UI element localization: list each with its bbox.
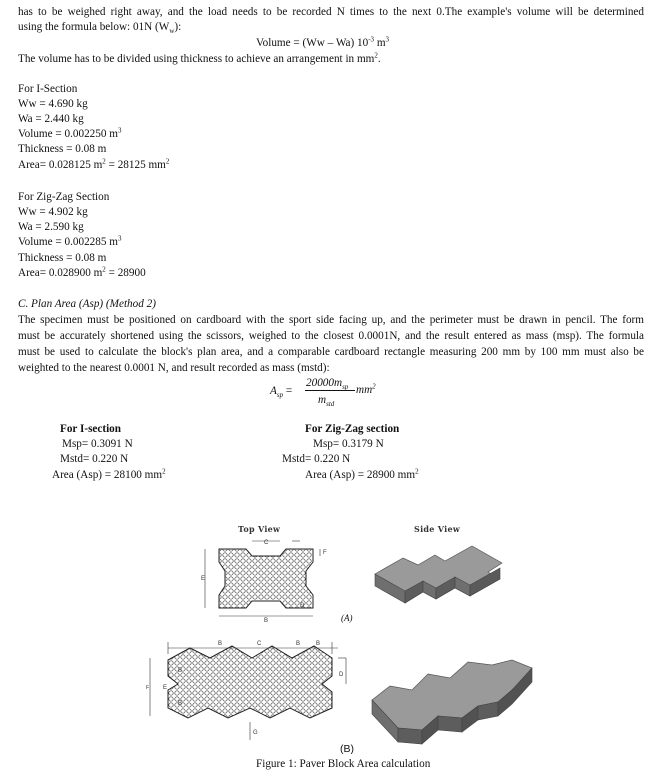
method2-para-1: The specimen must be positioned on cardboard with the sport side facing up, and the perimeter must be drawn in pencil. The form [18,314,644,326]
zigzag-m2-mstd: Mstd= 0.220 N [282,453,351,465]
zigzag-top-view [150,642,346,740]
i-section-wa: Wa = 2.440 kg [18,113,84,125]
i-section-m2-msp: Msp= 0.3091 N [62,438,133,450]
equation-numerator: $20000m_{sp}$ [306,377,349,392]
zigzag-area: Area= 0.028900 $m^2 = 28900$ [18,265,146,279]
method2-para-2: must be accurately shortened using the scissors, weighed to the closest 0.0001N, and the result entered as mass (msp). The formula [18,330,644,342]
i-section-side-view [375,546,502,603]
equation-denominator: $m_{std}$ [318,394,335,409]
side-view-label: Side View [414,524,461,534]
i-section-m2-heading: For I-section [60,423,122,435]
i-section-ww: Ww = 4.690 kg [18,98,88,110]
dim-a-d: D [300,603,305,609]
method2-para-3: must be used to calculate the block's plan area, and a comparable cardboard rectangle measuring 200 mm by 100 mm must also be [18,346,644,358]
zigzag-volume: Volume = 0.002285 $m^3$ [18,234,122,248]
dim-b-b4: B [178,668,183,674]
equation-lhs: $A_{sp}$ = [270,385,293,400]
i-section-m2-area: Area (Asp) = 28100 $mm^2$ [52,467,166,481]
i-section-area: Area= 0.028125 $m^2 = 28125$ $mm^2$ [18,157,170,171]
volume-formula: Volume = (Ww – Wa) $10^{-3}$ $m^3$ [256,35,390,49]
dim-a-f: F [323,550,327,556]
dim-b-b3: B [316,641,321,647]
method2-heading: C. Plan Area (Asp) (Method 2) [18,298,156,310]
top-view-label: Top View [238,524,281,534]
zigzag-ww: Ww = 4.902 kg [18,206,88,218]
equation-unit: $mm^2$ [356,382,376,396]
dim-a-c: C [264,540,269,546]
intro-line-3: The volume has to be divided using thickness to achieve an arrangement in $mm^2$. [18,51,381,65]
dim-a-e: E [201,576,206,582]
i-section-thickness: Thickness = 0.08 m [18,143,107,155]
zigzag-m2-msp: Msp= 0.3179 N [313,438,384,450]
intro-line-2: using the formula below: 01N $(W_w)$: [18,21,182,36]
dim-b-c: C [257,641,262,647]
dim-b-e: E [163,685,168,691]
dim-b-b2: B [296,641,301,647]
zigzag-m2-heading: For Zig-Zag section [305,423,400,435]
dim-b-g: G [253,730,258,736]
zigzag-side-view [372,660,532,744]
dim-a-b: B [264,618,269,624]
figure-label-b: (B) [340,743,354,755]
dim-b-d: D [339,672,344,678]
dim-b-f: F [146,685,150,691]
zigzag-m2-area: Area (Asp) = 28900 $mm^2$ [305,467,419,481]
figure-label-a: (A) [341,613,353,623]
i-section-heading: For I-Section [18,83,78,95]
dim-b-b5: B [178,701,183,707]
zigzag-wa: Wa = 2.590 kg [18,221,84,233]
i-section-m2-mstd: Mstd= 0.220 N [60,453,129,465]
i-section-volume: Volume = 0.002250 $m^3$ [18,126,122,140]
zigzag-heading: For Zig-Zag Section [18,191,110,203]
zigzag-thickness: Thickness = 0.08 m [18,252,107,264]
intro-line-1: has to be weighed right away, and the load needs to be recorded N times to the next 0.The example's volume will be determined [18,6,644,18]
method2-para-4: weighted to the nearest 0.0001 N, and result recorded as mass (mstd): [18,362,330,374]
dim-b-b1: B [218,641,223,647]
figure-caption: Figure 1: Paver Block Area calculation [256,758,431,770]
